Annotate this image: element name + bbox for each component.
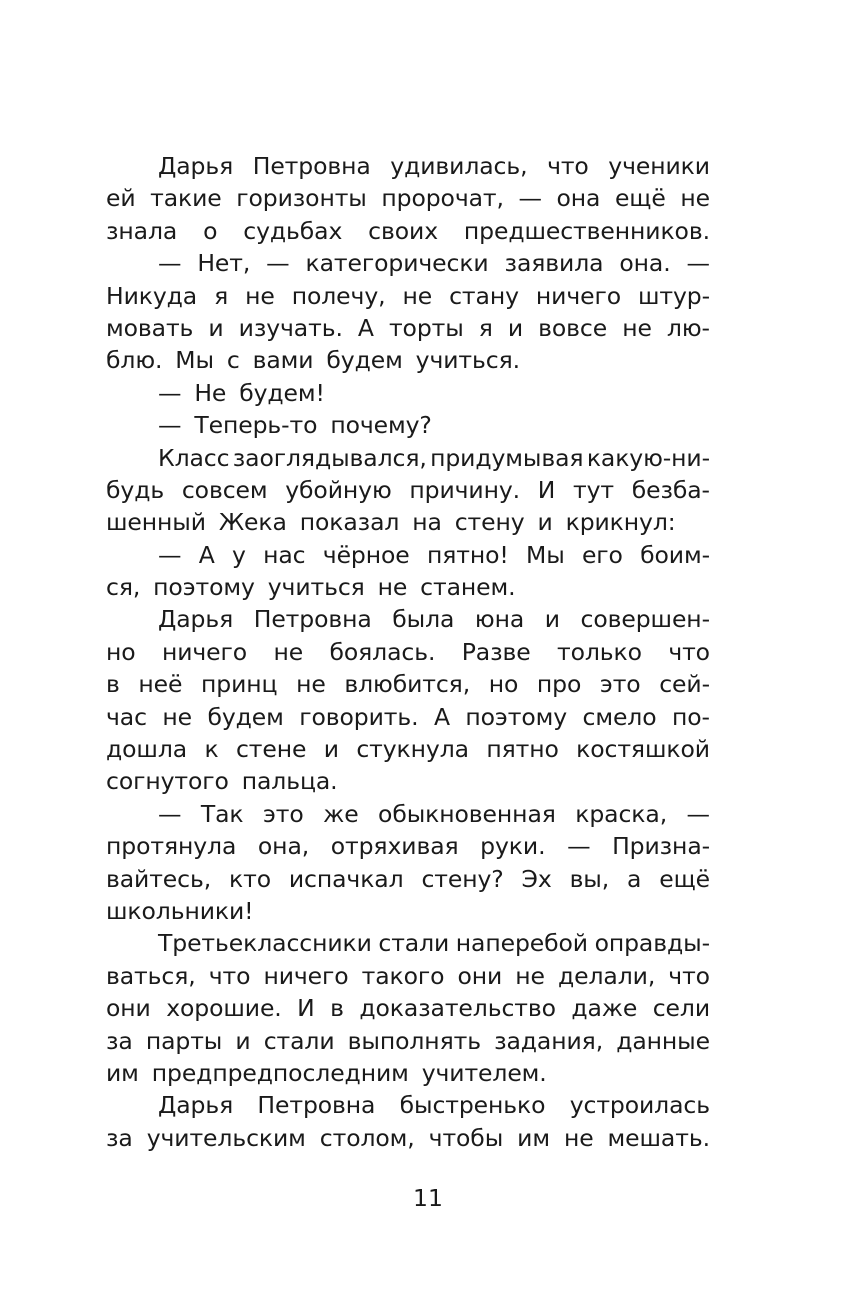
word: штур- [637,281,710,310]
word: тут [572,475,614,504]
word: не [622,313,652,342]
word: столом, [319,1123,415,1152]
word: А [433,702,450,731]
word: станем. [420,573,516,602]
word: Мы [175,346,214,375]
text-line [106,895,710,927]
word: Теперь-то [194,411,318,440]
word: задания, [494,1026,604,1055]
word: наперебой [455,929,588,958]
word: — [158,540,182,569]
word: знала [106,216,178,245]
word: юна [474,605,525,634]
word: шенный [106,508,206,537]
text-line [106,344,710,376]
word: какую-ни- [586,443,710,472]
word: не [680,184,710,213]
word: Не [194,378,227,407]
word: полечу, [291,281,386,310]
text-line [106,377,710,409]
word: безба- [631,475,710,504]
word: будем [326,346,403,375]
word: — [158,799,182,828]
word: показал [299,508,400,537]
word: данные [616,1026,710,1055]
word: Третьеклассники [158,929,372,958]
word: категорически [305,249,489,278]
word: не [563,1123,594,1152]
word: про [536,670,582,699]
word: и [507,313,524,342]
word: — [158,249,182,278]
word: Эх [521,864,552,893]
text-line [106,247,710,279]
word: краска, [575,799,668,828]
word: не [162,702,192,731]
word: неё [138,670,183,699]
word: почему? [330,411,432,440]
word: за [106,1123,133,1152]
text-line [106,539,710,571]
body-text [106,150,710,1154]
word: на [412,508,442,537]
word: Жека [218,508,287,537]
word: с [226,346,240,375]
word: предпредпоследним [151,1058,409,1087]
word: они [106,994,151,1023]
word: крикнул: [565,508,676,537]
word: оправды- [594,929,710,958]
word: не [245,281,275,310]
word: учителем. [421,1058,547,1087]
word: им [517,1123,550,1152]
word: принц [201,670,278,699]
text-line [106,927,710,959]
word: что [668,961,710,990]
word: не [515,961,545,990]
word: совершен- [580,605,710,634]
word: не [377,573,408,602]
word: сели [652,994,710,1023]
word: дошла [106,735,188,764]
word: своих [368,216,438,245]
word: это [599,670,641,699]
word: согнутого [106,767,229,796]
text-line [106,1057,710,1089]
word: была [392,605,455,634]
word: быстренько [399,1091,546,1120]
word: она, [257,832,310,861]
word: и [323,735,339,764]
word: боялась. [329,637,436,666]
word: — [686,799,710,828]
word: причину. [409,475,521,504]
word: Дарья [158,605,234,634]
word: в [330,994,344,1023]
word: Мы [526,540,565,569]
word: что [208,961,251,990]
word: к [204,735,219,764]
word: удивилась, [390,152,528,180]
word: ещё [659,864,710,893]
word: заявила [504,249,604,278]
text-line [106,960,710,992]
word: и [235,1026,251,1055]
word: нас [263,540,306,569]
word: стене [235,735,307,764]
word: говорить. [299,702,419,731]
text-line [106,442,710,474]
word: ничего [535,281,621,310]
text-line [106,182,710,214]
word: ещё [614,184,666,213]
word: Призна- [612,832,710,861]
word: стану [449,281,519,310]
word: торты [388,313,464,342]
word: стукнула [356,735,469,764]
text-line [106,863,710,895]
page-number: 11 [413,1184,443,1212]
text-line [106,571,710,603]
text-line [106,474,710,506]
word: пятно [486,735,559,764]
word: хорошие. [166,994,282,1023]
text-line [106,280,710,312]
word: вайтесь, [106,864,212,893]
word: его [581,540,623,569]
word: вы, [569,864,610,893]
word: кто [229,864,271,893]
word: И [537,475,556,504]
word: и [544,605,560,634]
word: доказательство [359,994,556,1023]
word: но [488,670,519,699]
word: по- [671,702,710,731]
word: час [106,702,147,731]
word: такого [361,961,445,990]
word: совсем [181,475,268,504]
text-line [106,1122,710,1154]
word: Разве [461,637,531,666]
word: предшественников. [463,216,710,245]
text-line [106,1089,710,1121]
word: заоглядывался, [232,443,427,472]
word: пророчат, [381,184,504,213]
word: изучать. [238,313,343,342]
word: учиться. [415,346,520,375]
word: школьники! [106,896,254,925]
word: пятно! [426,540,509,569]
word: — [266,249,290,278]
word: руки. [480,832,546,861]
word: ся, [106,573,141,602]
text-line [106,409,710,441]
word: и [537,508,553,537]
word: протянула [106,832,237,861]
word: только [557,637,642,666]
word: мовать [106,313,194,342]
word: убойную [285,475,392,504]
word: устроилась [569,1091,710,1120]
word: отряхивая [330,832,459,861]
word: стену [454,508,525,537]
word: учиться [267,573,365,602]
word: и [208,313,224,342]
word: это [263,799,304,828]
word: не [402,281,433,310]
word: ничего [161,637,248,666]
word: — [686,249,710,278]
word: такие [150,184,222,213]
word: им [106,1058,139,1087]
word: стену? [421,864,504,893]
word: Так [200,799,244,828]
text-line [106,636,710,668]
word: что [547,152,589,180]
word: они [457,961,503,990]
word: выполнять [347,1026,481,1055]
word: ей [106,184,136,213]
text-line [106,668,710,700]
word: — [158,378,182,407]
word: ваться, [106,961,196,990]
word: пальца. [241,767,338,796]
word: Дарья [158,152,234,180]
word: обыкновенная [378,799,556,828]
word: Нет, [197,249,251,278]
word: будь [106,475,165,504]
word: я [214,281,229,310]
word: — [567,832,591,861]
word: влюбится, [344,670,471,699]
word: А [357,313,374,342]
word: за [106,1026,133,1055]
text-line [106,701,710,733]
word: вовсе [538,313,608,342]
word: стали [263,1026,335,1055]
word: но [106,637,136,666]
word: делали, [558,961,656,990]
word: судьбах [243,216,343,245]
word: ничего [263,961,349,990]
word: Класс [158,443,230,472]
word: Петровна [252,152,371,180]
word: не [273,637,304,666]
word: И [297,994,315,1023]
text-line [106,215,710,247]
word: а [627,864,642,893]
word: она [556,184,601,213]
word: парты [145,1026,223,1055]
word: же [323,799,359,828]
word: мешать. [607,1123,710,1152]
word: поэтому [153,573,255,602]
text-line [106,798,710,830]
word: костяшкой [576,735,710,764]
word: она. [619,249,671,278]
word: придумывая [430,443,584,472]
word: Петровна [253,605,372,634]
word: лю- [666,313,710,342]
word: будем [207,702,284,731]
word: поэтому [465,702,568,731]
text-line [106,603,710,635]
word: чёрное [322,540,410,569]
word: ученики [608,152,710,180]
text-line [106,150,710,182]
text-line [106,312,710,344]
word: стали [378,929,450,958]
word: А [198,540,215,569]
word: Дарья [158,1091,234,1120]
word: Никуда [106,281,198,310]
word: — [518,184,542,213]
text-line [106,1025,710,1057]
word: Петровна [257,1091,376,1120]
word: что [668,637,710,666]
word: испачкал [288,864,404,893]
text-line [106,992,710,1024]
word: учительским [146,1123,306,1152]
word: даже [571,994,638,1023]
word: сей- [659,670,710,699]
text-line [106,733,710,765]
word: чтобы [428,1123,504,1152]
word: — [158,411,182,440]
word: горизонты [236,184,367,213]
word: о [203,216,218,245]
word: у [231,540,246,569]
word: я [478,313,493,342]
word: боим- [640,540,710,569]
word: не [296,670,326,699]
word: смело [582,702,657,731]
text-line [106,830,710,862]
text-line [106,506,710,538]
word: блю. [106,346,163,375]
word: будем! [239,378,325,407]
text-line [106,765,710,797]
word: в [106,670,120,699]
word: вами [252,346,314,375]
